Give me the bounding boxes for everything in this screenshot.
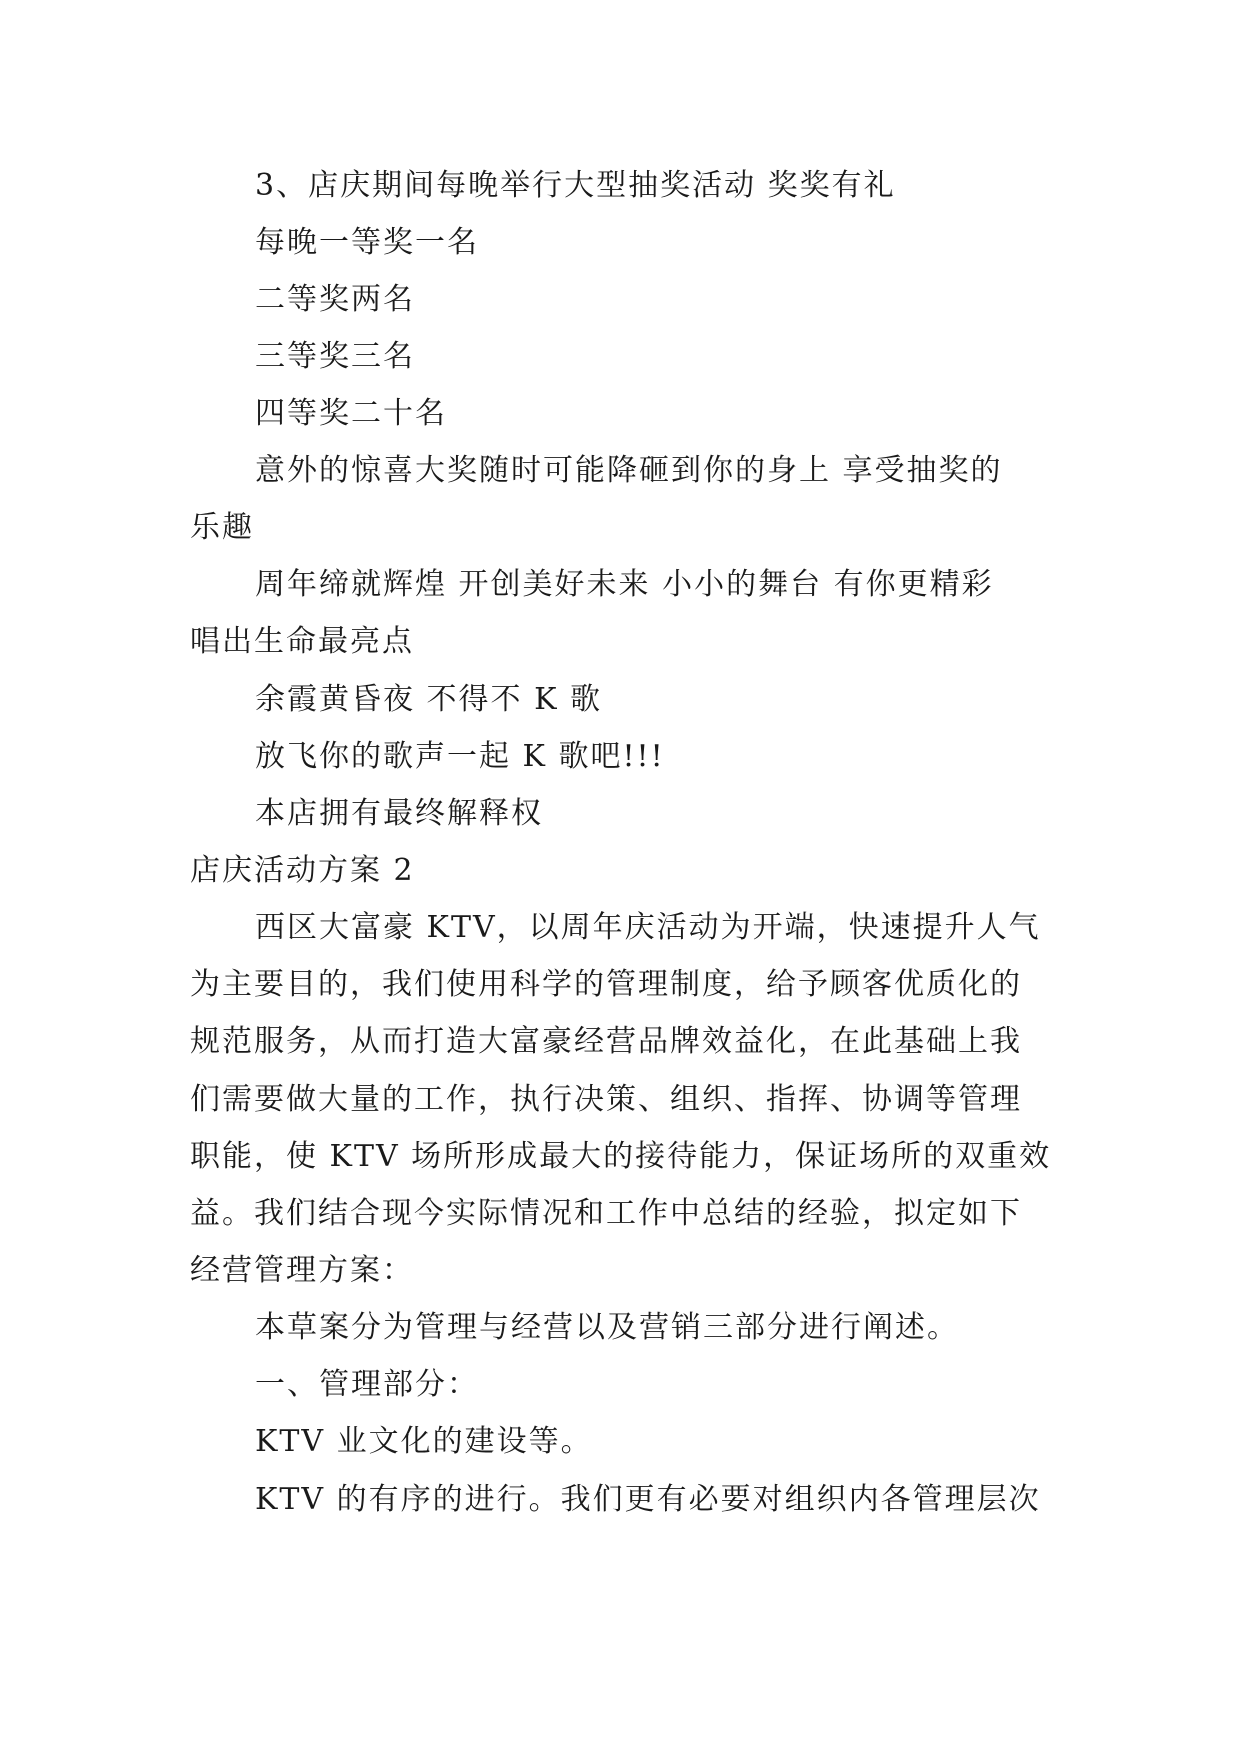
text-line: 3、店庆期间每晚举行大型抽奖活动 奖奖有礼 — [255, 168, 896, 203]
text-line: 周年缔就辉煌 开创美好未来 小小的舞台 有你更精彩 — [255, 567, 994, 602]
text-line: 益。我们结合现今实际情况和工作中总结的经验，拟定如下 — [190, 1196, 1022, 1231]
text-line: 四等奖二十名 — [255, 396, 447, 431]
text-line: KTV 的有序的进行。我们更有必要对组织内各管理层次 — [255, 1482, 1041, 1517]
text-line: 职能，使 KTV 场所形成最大的接待能力，保证场所的双重效 — [190, 1139, 1052, 1174]
text-line: 们需要做大量的工作，执行决策、组织、指挥、协调等管理 — [190, 1082, 1022, 1117]
text-line: KTV 业文化的建设等。 — [255, 1424, 593, 1459]
text-line: 一、管理部分： — [255, 1367, 479, 1402]
text-line: 放飞你的歌声一起 K 歌吧!!! — [255, 739, 665, 774]
text-line: 二等奖两名 — [255, 282, 415, 317]
text-line: 经营管理方案： — [190, 1253, 414, 1288]
text-line: 本店拥有最终解释权 — [255, 796, 543, 831]
text-line: 唱出生命最亮点 — [190, 624, 414, 659]
text-line: 本草案分为管理与经营以及营销三部分进行阐述。 — [255, 1310, 959, 1345]
text-line: 每晚一等奖一名 — [255, 225, 479, 260]
text-line: 三等奖三名 — [255, 339, 415, 374]
text-line: 为主要目的，我们使用科学的管理制度，给予顾客优质化的 — [190, 967, 1022, 1002]
text-line: 乐趣 — [190, 510, 254, 545]
section-heading: 店庆活动方案 2 — [190, 853, 415, 888]
text-line: 余霞黄昏夜 不得不 K 歌 — [255, 682, 603, 717]
text-line: 规范服务，从而打造大富豪经营品牌效益化，在此基础上我 — [190, 1024, 1022, 1059]
text-line: 意外的惊喜大奖随时可能降砸到你的身上 享受抽奖的 — [255, 453, 1003, 488]
text-line: 西区大富豪 KTV，以周年庆活动为开端，快速提升人气 — [255, 910, 1041, 945]
